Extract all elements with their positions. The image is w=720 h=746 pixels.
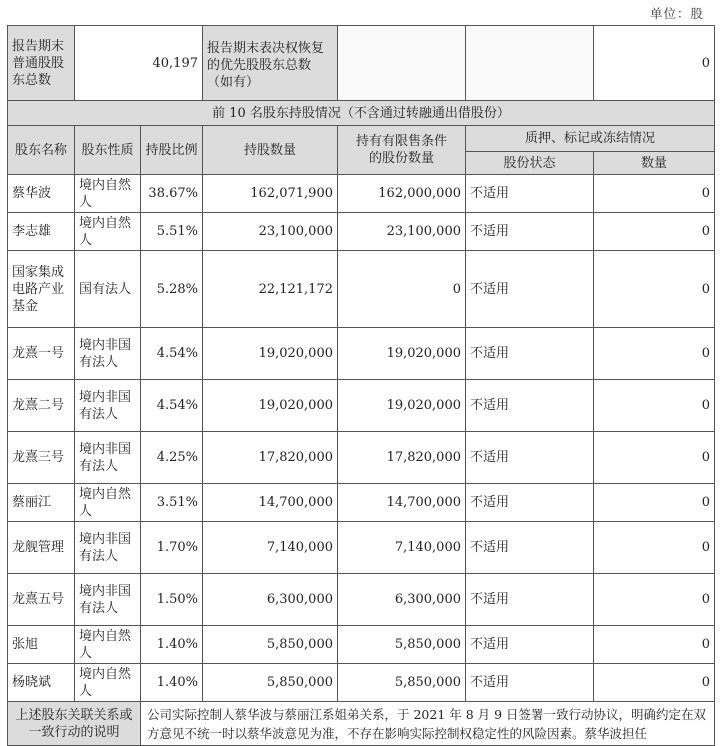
section-title-row xyxy=(8,101,715,126)
header-pledge-status: 股份状态 xyxy=(466,152,594,175)
restricted-quantity: 23,100,000 xyxy=(338,213,466,251)
holder-name: 张旭 xyxy=(8,626,75,664)
pledge-quantity: 0 xyxy=(594,380,715,432)
table-row xyxy=(8,574,715,626)
restricted-quantity: 7,140,000 xyxy=(338,522,466,574)
holding-quantity: 7,140,000 xyxy=(203,522,338,574)
restricted-quantity: 19,020,000 xyxy=(338,328,466,380)
unit-label: 单位：股 xyxy=(649,6,704,21)
holding-quantity: 19,020,000 xyxy=(203,380,338,432)
header-row-1 xyxy=(8,126,715,152)
common-holders-label: 报告期末普通股股东总数 xyxy=(8,26,75,101)
holder-nature: 境内非国有法人 xyxy=(75,522,141,574)
relationship-note-row xyxy=(8,702,715,746)
pledge-quantity: 0 xyxy=(594,175,715,213)
header-quantity: 持股数量 xyxy=(203,126,338,175)
holder-nature: 境内自然人 xyxy=(75,484,141,522)
holder-name: 国家集成电路产业基金 xyxy=(8,251,75,328)
holding-ratio: 38.67% xyxy=(141,175,203,213)
pledge-status: 不适用 xyxy=(466,328,594,380)
restricted-quantity: 6,300,000 xyxy=(338,574,466,626)
pledge-status: 不适用 xyxy=(466,432,594,484)
pledge-quantity: 0 xyxy=(594,664,715,702)
holding-ratio: 1.50% xyxy=(141,574,203,626)
blank-cell xyxy=(338,26,466,101)
holding-ratio: 5.28% xyxy=(141,251,203,328)
pledge-status: 不适用 xyxy=(466,380,594,432)
common-holders-value: 40,197 xyxy=(75,26,203,101)
holder-name: 龙熹五号 xyxy=(8,574,75,626)
table-row xyxy=(8,380,715,432)
holder-nature: 国有法人 xyxy=(75,251,141,328)
restricted-quantity: 19,020,000 xyxy=(338,380,466,432)
holding-quantity: 22,121,172 xyxy=(203,251,338,328)
holder-name: 杨晓斌 xyxy=(8,664,75,702)
restricted-quantity: 5,850,000 xyxy=(338,626,466,664)
restricted-quantity: 162,000,000 xyxy=(338,175,466,213)
pledge-quantity: 0 xyxy=(594,213,715,251)
table-row xyxy=(8,328,715,380)
summary-row xyxy=(8,26,715,101)
holder-nature: 境内自然人 xyxy=(75,213,141,251)
restricted-quantity: 17,820,000 xyxy=(338,432,466,484)
table-row xyxy=(8,664,715,702)
holding-ratio: 1.40% xyxy=(141,664,203,702)
section-title: 前 10 名股东持股情况（不含通过转融通出借股份） xyxy=(8,101,715,126)
header-restricted: 持有有限售条件的股份数量 xyxy=(338,126,466,175)
holder-name: 龙熹一号 xyxy=(8,328,75,380)
holding-ratio: 5.51% xyxy=(141,213,203,251)
table-row xyxy=(8,251,715,328)
holder-nature: 境内非国有法人 xyxy=(75,380,141,432)
table-row xyxy=(8,626,715,664)
pledge-status: 不适用 xyxy=(466,213,594,251)
holding-quantity: 23,100,000 xyxy=(203,213,338,251)
pledge-status: 不适用 xyxy=(466,251,594,328)
pledge-quantity: 0 xyxy=(594,328,715,380)
relationship-note-label: 上述股东关联关系或一致行动的说明 xyxy=(8,702,141,746)
table-row xyxy=(8,213,715,251)
holding-ratio: 4.25% xyxy=(141,432,203,484)
pledge-quantity: 0 xyxy=(594,626,715,664)
holding-quantity: 162,071,900 xyxy=(203,175,338,213)
preferred-holders-value: 0 xyxy=(594,26,715,101)
holder-nature: 境内自然人 xyxy=(75,664,141,702)
pledge-status: 不适用 xyxy=(466,522,594,574)
header-pledge-qty: 数量 xyxy=(594,152,715,175)
pledge-quantity: 0 xyxy=(594,251,715,328)
holder-nature: 境内非国有法人 xyxy=(75,574,141,626)
pledge-quantity: 0 xyxy=(594,574,715,626)
header-name: 股东名称 xyxy=(8,126,75,175)
holding-ratio: 1.40% xyxy=(141,626,203,664)
restricted-quantity: 5,850,000 xyxy=(338,664,466,702)
holding-quantity: 5,850,000 xyxy=(203,664,338,702)
relationship-note-text: 公司实际控制人蔡华波与蔡丽江系姐弟关系，于 2021 年 8 月 9 日签署一致行动协议，明确约定在双方意见不统一时以蔡华波意见为准，不存在影响实际控制权稳定性的风险因素。蔡华波担任 xyxy=(141,702,715,746)
table-row xyxy=(8,432,715,484)
holding-quantity: 14,700,000 xyxy=(203,484,338,522)
holding-ratio: 4.54% xyxy=(141,328,203,380)
pledge-status: 不适用 xyxy=(466,664,594,702)
holding-ratio: 3.51% xyxy=(141,484,203,522)
pledge-quantity: 0 xyxy=(594,522,715,574)
holding-ratio: 4.54% xyxy=(141,380,203,432)
holder-name: 龙熹三号 xyxy=(8,432,75,484)
holder-name: 蔡丽江 xyxy=(8,484,75,522)
preferred-holders-label: 报告期末表决权恢复的优先股股东总数（如有） xyxy=(203,26,338,101)
holder-name: 李志雄 xyxy=(8,213,75,251)
holder-nature: 境内自然人 xyxy=(75,175,141,213)
pledge-quantity: 0 xyxy=(594,432,715,484)
shareholder-table xyxy=(7,25,715,746)
pledge-status: 不适用 xyxy=(466,175,594,213)
table-row xyxy=(8,175,715,213)
holding-ratio: 1.70% xyxy=(141,522,203,574)
table-row xyxy=(8,522,715,574)
holder-name: 龙舰管理 xyxy=(8,522,75,574)
restricted-quantity: 0 xyxy=(338,251,466,328)
holding-quantity: 19,020,000 xyxy=(203,328,338,380)
holding-quantity: 5,850,000 xyxy=(203,626,338,664)
blank-cell xyxy=(466,26,594,101)
pledge-status: 不适用 xyxy=(466,574,594,626)
holding-quantity: 6,300,000 xyxy=(203,574,338,626)
header-ratio: 持股比例 xyxy=(141,126,203,175)
holding-quantity: 17,820,000 xyxy=(203,432,338,484)
pledge-status: 不适用 xyxy=(466,626,594,664)
holder-nature: 境内自然人 xyxy=(75,626,141,664)
holder-nature: 境内非国有法人 xyxy=(75,432,141,484)
pledge-quantity: 0 xyxy=(594,484,715,522)
header-nature: 股东性质 xyxy=(75,126,141,175)
holder-name: 龙熹二号 xyxy=(8,380,75,432)
pledge-status: 不适用 xyxy=(466,484,594,522)
holder-name: 蔡华波 xyxy=(8,175,75,213)
table-row xyxy=(8,484,715,522)
restricted-quantity: 14,700,000 xyxy=(338,484,466,522)
holder-nature: 境内非国有法人 xyxy=(75,328,141,380)
header-pledge-group: 质押、标记或冻结情况 xyxy=(466,126,715,152)
